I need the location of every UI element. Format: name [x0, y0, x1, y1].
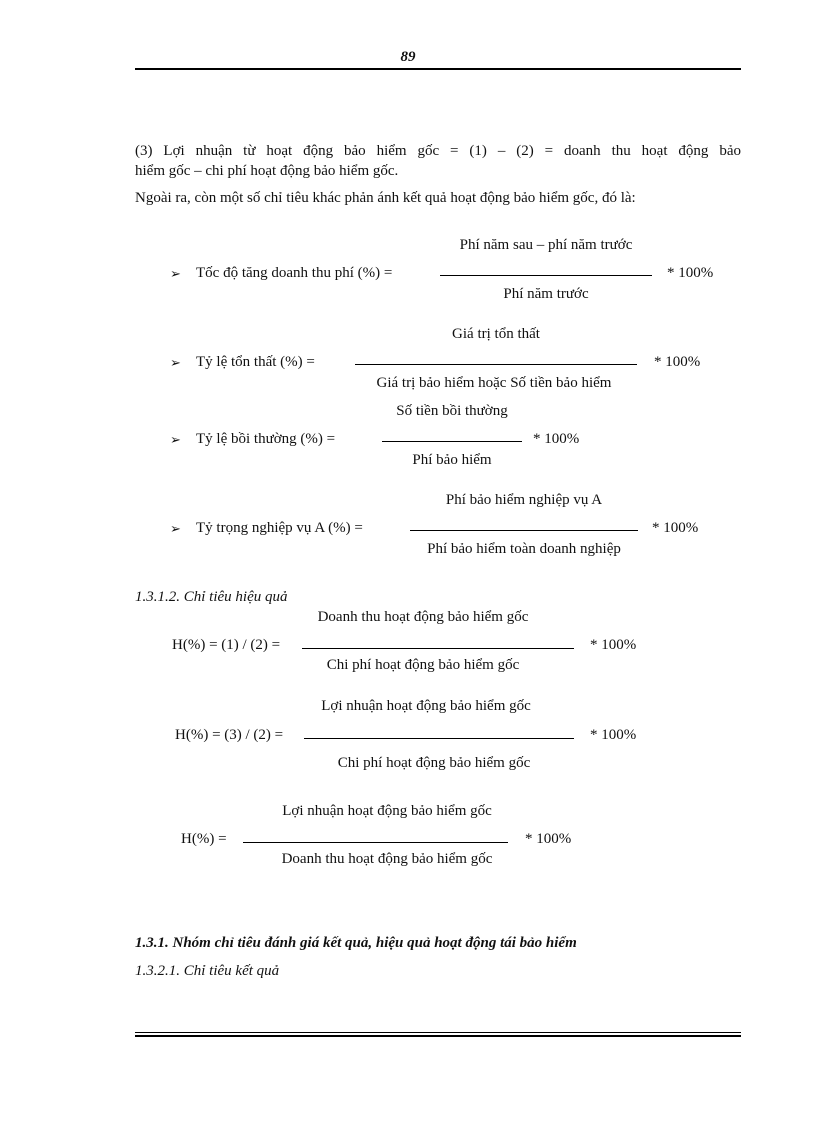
bullet-4-marker: ➢: [170, 521, 181, 536]
bullet-4-multiplier: * 100%: [652, 520, 699, 536]
bullet-1-marker: ➢: [170, 266, 181, 281]
bullet-3-label: Tỷ lệ bồi thường (%) =: [196, 431, 336, 447]
bullet-4-denominator: Phí bảo hiểm toàn doanh nghiệp: [427, 541, 621, 557]
formula-1-numerator: Doanh thu hoạt động bảo hiểm gốc: [317, 609, 529, 625]
formula-3-multiplier: * 100%: [525, 831, 572, 847]
bullet-2-fraction-bar: [355, 364, 637, 365]
formula-2-denominator: Chi phí hoạt động bảo hiểm gốc: [337, 755, 531, 771]
formula-2-label: H(%) = (3) / (2) =: [175, 727, 284, 743]
bullet-3-marker: ➢: [170, 432, 181, 447]
bullet-4-label: Tỷ trọng nghiệp vụ A (%) =: [196, 520, 363, 536]
formula-3-denominator: Doanh thu hoạt động bảo hiểm gốc: [281, 851, 493, 867]
formula-2-multiplier: * 100%: [590, 727, 637, 743]
bullet-2-multiplier: * 100%: [654, 354, 701, 370]
intro-line-3: Ngoài ra, còn một số chỉ tiêu khác phản ánh kết quả hoạt động bảo hiểm gốc, đó là:: [135, 190, 636, 206]
formula-2-numerator: Lợi nhuận hoạt động bảo hiểm gốc: [321, 698, 531, 714]
bullet-2-label: Tỷ lệ tổn thất (%) =: [196, 354, 315, 370]
bullet-4-fraction-bar: [410, 530, 638, 531]
footer-rule-thick: [135, 1035, 741, 1037]
bullet-3-denominator: Phí bảo hiểm: [412, 452, 492, 468]
bullet-1-denominator: Phí năm trước: [503, 286, 589, 302]
bullet-3-numerator: Số tiền bồi thường: [396, 403, 508, 419]
bullet-1-label: Tốc độ tăng doanh thu phí (%) =: [196, 265, 393, 281]
formula-3-label: H(%) =: [181, 831, 227, 847]
page-number: 89: [400, 49, 416, 65]
bullet-4-numerator: Phí bảo hiểm nghiệp vụ A: [445, 492, 603, 508]
intro-line-1: (3) Lợi nhuận từ hoạt động bảo hiểm gốc = (1) – (2) = doanh thu hoạt động bảo: [135, 143, 741, 159]
bullet-3-multiplier: * 100%: [533, 431, 580, 447]
bullet-2-marker: ➢: [170, 355, 181, 370]
formula-1-denominator: Chi phí hoạt động bảo hiểm gốc: [326, 657, 520, 673]
formula-2-fraction-bar: [304, 738, 574, 739]
bullet-2-numerator: Giá trị tổn thất: [452, 326, 540, 342]
footer-rule-thin: [135, 1032, 741, 1033]
bullet-1-fraction-bar: [440, 275, 652, 276]
formula-1-label: H(%) = (1) / (2) =: [172, 637, 281, 653]
section-reinsurance-subheading: 1.3.2.1. Chỉ tiêu kết quả: [135, 963, 280, 979]
section-efficiency-heading: 1.3.1.2. Chỉ tiêu hiệu quả: [135, 589, 288, 605]
bullet-3-fraction-bar: [382, 441, 522, 442]
formula-3-fraction-bar: [243, 842, 508, 843]
bullet-1-multiplier: * 100%: [667, 265, 714, 281]
header-rule: [135, 68, 741, 70]
section-reinsurance-heading: 1.3.1. Nhóm chỉ tiêu đánh giá kết quả, hiệu quả hoạt động tái bảo hiểm: [135, 935, 577, 951]
intro-line-2: hiểm gốc – chi phí hoạt động bảo hiểm gốc.: [135, 163, 399, 179]
bullet-1-numerator: Phí năm sau – phí năm trước: [459, 237, 633, 253]
formula-3-numerator: Lợi nhuận hoạt động bảo hiểm gốc: [282, 803, 492, 819]
bullet-2-denominator: Giá trị bảo hiểm hoặc Số tiền bảo hiểm: [376, 375, 612, 391]
formula-1-multiplier: * 100%: [590, 637, 637, 653]
formula-1-fraction-bar: [302, 648, 574, 649]
